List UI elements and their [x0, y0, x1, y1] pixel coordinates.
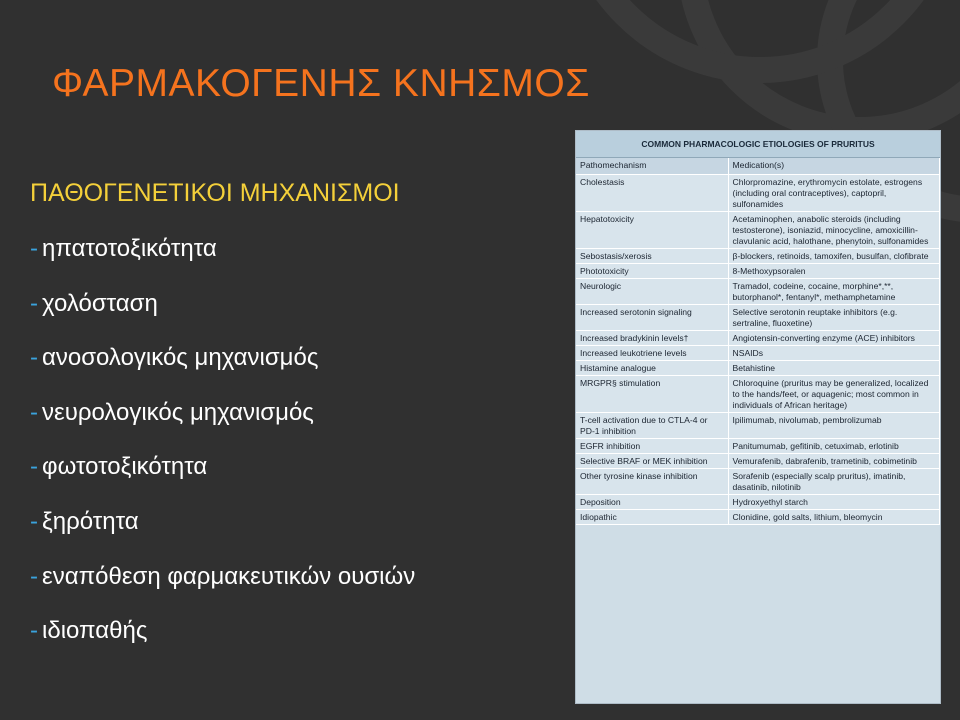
bullet-text: ανοσολογικός μηχανισμός — [42, 344, 319, 372]
medication-cell: Acetaminophen, anabolic steroids (including testosterone), isoniazid, minocycline, amoxicillin-clavulanic acid, halothane, phenytoin, sulfonamides — [728, 212, 940, 249]
pathomechanism-cell: Phototoxicity — [576, 264, 728, 279]
bullet-marker: - — [30, 507, 38, 535]
medication-cell: Tramadol, codeine, cocaine, morphine*,**, butorphanol*, fentanyl*, methamphetamine — [728, 279, 940, 305]
table-row — [576, 331, 940, 346]
slide-subtitle: ΠΑΘΟΓΕΝΕΤΙΚΟΙ ΜΗΧΑΝΙΣΜΟΙ — [30, 179, 400, 207]
medication-cell: Hydroxyethyl starch — [728, 495, 940, 510]
medication-cell: Panitumumab, gefitinib, cetuximab, erlotinib — [728, 439, 940, 454]
bullet-text: φωτοτοξικότητα — [42, 453, 208, 481]
medication-cell: Chloroquine (pruritus may be generalized, localized to the hands/feet, or aquagenic; most common in individuals of African heritage) — [728, 376, 940, 413]
pathomechanism-cell: Increased bradykinin levels† — [576, 331, 728, 346]
table-row — [576, 279, 940, 305]
mechanism-list — [30, 234, 415, 671]
table-caption: COMMON PHARMACOLOGIC ETIOLOGIES OF PRURITUS — [576, 131, 940, 158]
table-row — [576, 212, 940, 249]
medication-cell: Angiotensin-converting enzyme (ACE) inhibitors — [728, 331, 940, 346]
table-row — [576, 495, 940, 510]
table-row — [576, 376, 940, 413]
table-row — [576, 439, 940, 454]
bullet-text: ξηρότητα — [42, 507, 139, 535]
pathomechanism-cell: Hepatotoxicity — [576, 212, 728, 249]
bullet-marker: - — [30, 289, 38, 317]
mechanism-list-item — [30, 289, 415, 344]
pathomechanism-cell: Selective BRAF or MEK inhibition — [576, 454, 728, 469]
medication-cell: Chlorpromazine, erythromycin estolate, estrogens (including oral contraceptives), captopril, sulfonamides — [728, 175, 940, 212]
bullet-marker: - — [30, 562, 38, 590]
bullet-marker: - — [30, 235, 38, 262]
table-row — [576, 469, 940, 495]
pathomechanism-cell: Sebostasis/xerosis — [576, 249, 728, 264]
pathomechanism-cell: Increased serotonin signaling — [576, 305, 728, 331]
mechanism-list-item — [30, 234, 415, 289]
pathomechanism-cell: Increased leukotriene levels — [576, 346, 728, 361]
pathomechanism-cell: Neurologic — [576, 279, 728, 305]
medication-cell: β-blockers, retinoids, tamoxifen, busulfan, clofibrate — [728, 249, 940, 264]
pathomechanism-cell: Other tyrosine kinase inhibition — [576, 469, 728, 495]
medication-cell: Ipilimumab, nivolumab, pembrolizumab — [728, 413, 940, 439]
bullet-marker: - — [30, 398, 38, 426]
table-header-row — [576, 158, 940, 175]
pathomechanism-cell: Deposition — [576, 495, 728, 510]
slide-title: ΦΑΡΜΑΚΟΓΕΝΗΣ ΚΝΗΣΜΟΣ — [52, 62, 590, 105]
header-pathomechanism: Pathomechanism — [576, 158, 728, 175]
table-row — [576, 413, 940, 439]
pruritus-table — [575, 130, 941, 704]
pathomechanism-cell: Histamine analogue — [576, 361, 728, 376]
medication-cell: Vemurafenib, dabrafenib, trametinib, cobimetinib — [728, 454, 940, 469]
mechanism-list-item — [30, 562, 415, 617]
bullet-marker: - — [30, 344, 38, 372]
pathomechanism-cell: T-cell activation due to CTLA-4 or PD-1 inhibition — [576, 413, 728, 439]
bullet-text: ηπατοτοξικότητα — [42, 235, 217, 262]
table-row — [576, 305, 940, 331]
bullet-marker: - — [30, 617, 38, 645]
pathomechanism-cell: Idiopathic — [576, 510, 728, 525]
bullet-marker: - — [30, 453, 38, 481]
table-row — [576, 249, 940, 264]
pathomechanism-cell: EGFR inhibition — [576, 439, 728, 454]
header-medications: Medication(s) — [728, 158, 940, 175]
table-row — [576, 264, 940, 279]
mechanism-list-item — [30, 616, 415, 671]
bullet-text: νευρολογικός μηχανισμός — [42, 398, 314, 426]
medication-cell: Betahistine — [728, 361, 940, 376]
etiology-table — [576, 158, 940, 525]
table-row — [576, 510, 940, 525]
medication-cell: Selective serotonin reuptake inhibitors (e.g. sertraline, fluoxetine) — [728, 305, 940, 331]
pathomechanism-cell: MRGPR§ stimulation — [576, 376, 728, 413]
mechanism-list-item — [30, 452, 415, 507]
bullet-text: ιδιοπαθής — [42, 617, 148, 645]
mechanism-list-item — [30, 398, 415, 453]
medication-cell: NSAIDs — [728, 346, 940, 361]
medication-cell: 8-Methoxypsoralen — [728, 264, 940, 279]
table-row — [576, 361, 940, 376]
table-row — [576, 175, 940, 212]
mechanism-list-item — [30, 343, 415, 398]
pathomechanism-cell: Cholestasis — [576, 175, 728, 212]
mechanism-list-item — [30, 507, 415, 562]
medication-cell: Clonidine, gold salts, lithium, bleomycin — [728, 510, 940, 525]
table-row — [576, 454, 940, 469]
bullet-text: εναπόθεση φαρμακευτικών ουσιών — [42, 562, 416, 590]
bullet-text: χολόσταση — [42, 289, 158, 317]
medication-cell: Sorafenib (especially scalp pruritus), imatinib, dasatinib, nilotinib — [728, 469, 940, 495]
table-row — [576, 346, 940, 361]
